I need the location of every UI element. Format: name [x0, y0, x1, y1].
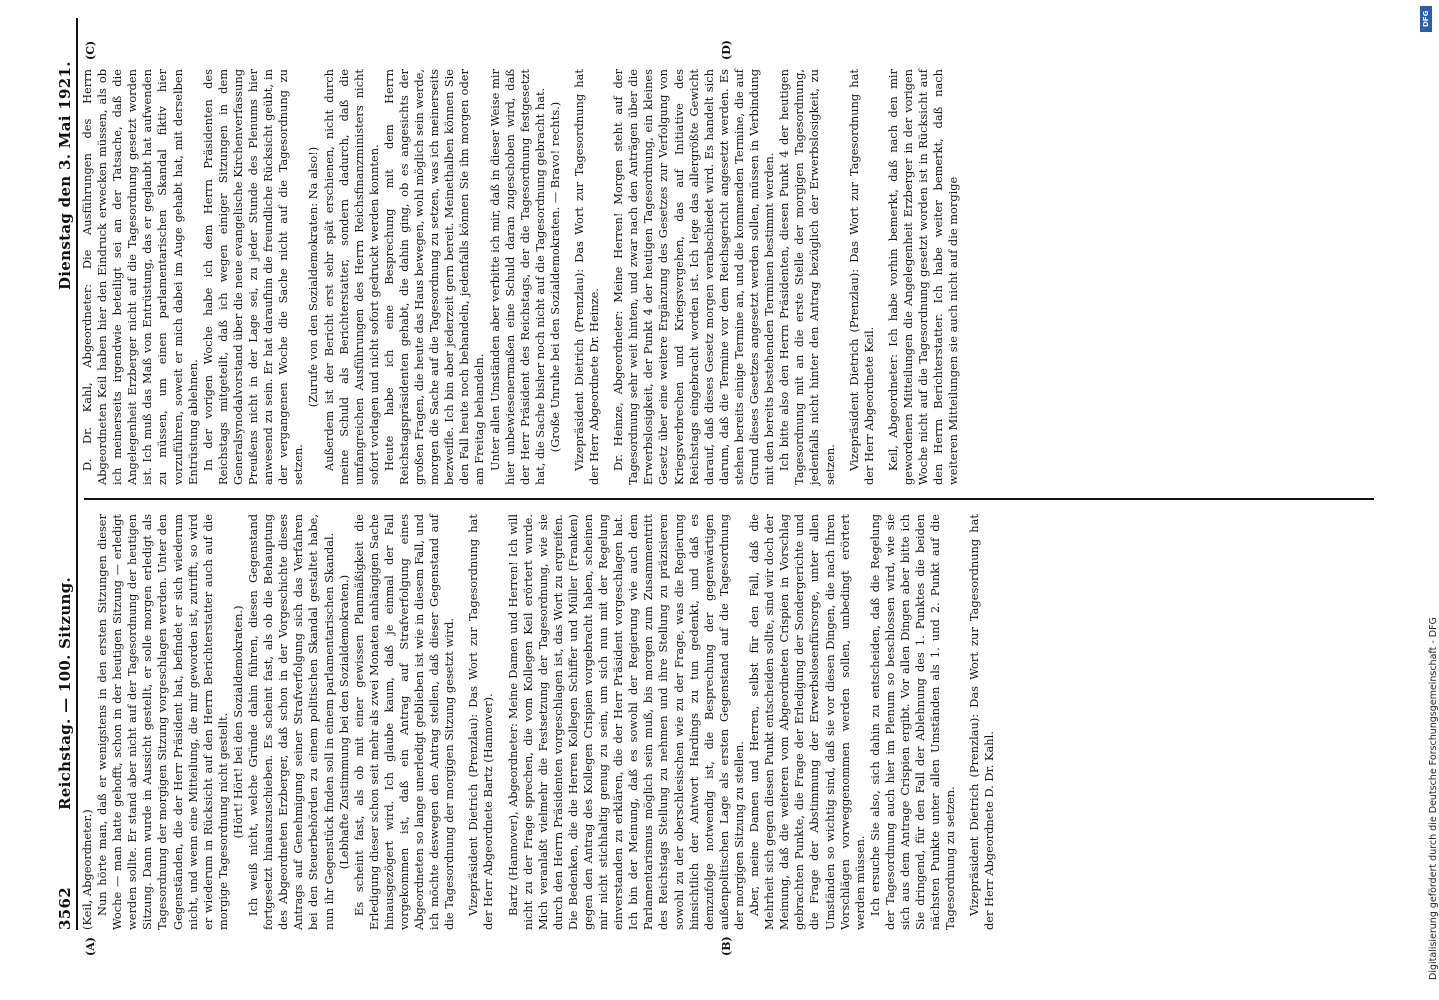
paragraph: In der vorigen Woche habe ich dem Herrn Präsidenten des Reichstags mitgeteilt, daß ich wegen einiger Sitzungen in dem Generalsynodalvorstand über die neue evangelische Kirchenverfassung Preußens nicht in der Lage sei, zu jeder Stunde des Plenums hier anwesend zu sein. Er hat daraufhin die freundliche Rücksicht geübt, in der vergangenen Woche die Sache nicht auf die Tagesordnung zu setzen.	[200, 69, 306, 485]
margin-mark-d: (D)	[720, 40, 733, 60]
paragraph: Ich bitte also den Herrn Präsidenten, diesen Punkt 4 der heutigen Tagesordnung mit an die erste Stelle der morgigen Tagesordnung, jedenfalls nicht hinter den Antrag bezüglich der Erwerbslosigkeit, zu setzen.	[777, 69, 837, 485]
margin-mark-b: (B)	[720, 936, 733, 956]
page-number: 3562	[56, 887, 74, 930]
paragraph: Aber, meine Damen und Herren, selbst für den Fall, daß die Mehrheit sich gegen diesen Punkt entscheiden sollte, sind wir doch der Meinung, daß die weiteren vom Abgeordneten Crispien in Vorschlag gebrachten Punkte, die Frage der Erledigung der Sondergerichte und die Frage der Abstimmung der Erwerbslosenfürsorge, unter allen Umständen so wichtig sind, daß sie vor diesen Dingen, die nach Ihren Vorschlägen vorweggenommen werden sollen, unbedingt erörtert werden müssen.	[747, 514, 867, 930]
paragraph: Ich ersuche Sie also, sich dahin zu entscheiden, daß die Regelung der Tagesordnung auch hier im Plenum so beschlossen wird, wie sie sich aus dem Antrage Crispien ergibt. Vor allen Dingen aber bitte ich Sie dringend, für den Fall der Ablehnung des 1. Punktes die beiden nächsten Punkte unter allen Umständen als 1. und 2. Punkt auf die Tagesordnung zu setzen.	[867, 514, 958, 930]
digitization-credit	[1416, 20, 1439, 980]
margin-mark-c: (C)	[84, 40, 97, 60]
chair-statement: Vizepräsident Dietrich (Prenzlau): Das Wort zur Tagesordnung hat der Herr Abgeordnete Keil.	[846, 69, 876, 485]
page-header	[56, 18, 78, 930]
interjection: (Hört! Hört! bei den Sozialdemokraten.)	[230, 605, 245, 839]
speech: D. Dr. Kahl, Abgeordneter: Die Ausführungen des Herrn Abgeordneten Keil haben hier den Eindruck erwecken müssen, als ob ich meinerseits irgendwie beteiligt sei an der Tatsache, daß die Angelegenheit Erzberger nicht auf die Tagesordnung gesetzt worden ist. Ich muß das Maß von Entrüstung, das er geglaubt hat aufwenden zu müssen, um einen parlamentarischen Skandal fiktiv hier vorzuführen, soweit er mich dabei im Auge gehabt hat, mit derselben Entrüstung ablehnen.	[80, 69, 200, 485]
credit-text: Digitalisierung gefördert durch die Deutsche Forschungsgemeinschaft - DFG	[1428, 617, 1439, 980]
session-date: Dienstag den 3. Mai 1921.	[56, 61, 74, 290]
speech: Bartz (Hannover), Abgeordneter: Meine Damen und Herren! Ich will nicht zu der Frage sprechen, die vom Kollegen Keil erörtert wurde. Mich veranlaßt vielmehr die Festsetzung der Tagesordnung, wie sie durch den Herrn Präsidenten vorgeschlagen ist, das Wort zu ergreifen. Die Bedenken, die die Herren Kollegen Schiffer und Müller (Franken) gegen den Antrag des Kollegen Crispien vorgebracht haben, scheinen mir nicht stichhaltig genug zu sein, um sich nun mit der Regelung einverstanden zu erklären, die der Herr Präsident vorgeschlagen hat. Ich bin der Meinung, daß es sowohl der Regierung wie auch dem Parlamentarismus möglich sein muß, bis morgen zum Zusammentritt des Reichstags Stellung zu nehmen und ihre Stellung zu präzisieren sowohl zu der oberschlesischen wie zu der Frage, was die Regierung hinsichtlich der Antwort Hardings zu tun gedenkt, und daß es demzufolge notwendig ist, die Besprechung der gegenwärtigen außenpolitischen Lage als ersten Gegenstand auf die Tagesordnung der morgigen Sitzung zu stellen.	[505, 514, 746, 930]
chair-statement: Vizepräsident Dietrich (Prenzlau): Das Wort zur Tagesordnung hat der Herr Abgeordnete Dr. Heinze.	[572, 69, 602, 485]
interjection: (Große Unruhe bei den Sozialdemokraten. — Bravo! rechts.)	[547, 101, 562, 453]
paragraph: Nun hörte man, daß er wenigstens in den ersten Sitzungen dieser Woche — man hatte gehofft, schon in der heutigen Sitzung — erledigt werden sollte. Er stand aber nicht auf der Tagesordnung der heutigen Sitzung. Dann wurde in Aussicht gestellt, er solle morgen erledigt als Tagesordnung der morgigen Sitzung vorgeschlagen werden. Unter den Gegenständen, die der Herr Präsident hat, befindet er sich wiederum nicht, und wenn eine Mitteilung, die mir geworden ist, zutrifft, so wird er wiederum in Rücksicht auf den Herrn Berichterstatter auch auf die morgige Tagesordnung nicht gestellt.	[95, 514, 230, 930]
right-column	[80, 69, 961, 485]
margin-mark-a: (A)	[84, 937, 97, 956]
chair-statement: Vizepräsident Dietrich (Prenzlau): Das Wort zur Tagesordnung hat der Herr Abgeordnete D. Dr. Kahl.	[967, 514, 997, 930]
speech: Dr. Heinze, Abgeordneter: Meine Herren! Morgen steht auf der Tagesordnung sehr weit hinten, und zwar nach den Anträgen über die Erwerbslosigkeit, der Punkt 4 der heutigen Tagesordnung, ein kleines Gesetz über eine weitere Ergänzung des Gesetzes zur Verfolgung von Kriegsverbrechen und Kriegsvergehen, das auf Initiative des Reichstags eingebracht worden ist. Ich lege das allergrößte Gewicht darauf, daß dieses Gesetz morgen verabschiedet wird. Es handelt sich darum, daß die Termine vor dem Reichsgericht angesetzt werden. Es stehen bereits einige Termine an, und die kommenden Termine, die auf Grund dieses Gesetzes angesetzt werden sollen, müssen in Verbindung mit den bereits bestehenden Terminen bestimmt werden.	[611, 69, 777, 485]
speech: Keil, Abgeordneter: Ich habe vorhin bemerkt, daß nach den mir gewordenen Mitteilungen die Angelegenheit Erzberger in der vorigen Woche nicht auf die Tagesordnung gesetzt worden ist in Rücksicht auf den Herrn Berichterstatter. Ich habe weiter bemerkt, daß nach weiteren Mitteilungen sie auch nicht auf die morgige	[885, 69, 961, 485]
page-title: Reichstag. — 100. Sitzung.	[56, 576, 74, 810]
interjection: (Lebhafte Zustimmung bei den Sozialdemokraten.)	[336, 574, 351, 870]
paragraph: Ich weiß nicht, welche Gründe dahin führen, diesen Gegenstand fortgesetzt hinauszuschieben. Es scheint fast, als ob die Behauptung des Abgeordneten Erzberger, daß schon in der Vorgeschichte dieses Antrags auf Genehmigung seiner Strafverfolgung sich das Verfahren bei den Steuerbehörden zu einem politischen Skandal gestaltet habe, nun ihr Gegenstück finden soll in einem parlamentarischen Skandal.	[246, 514, 336, 930]
paragraph: Außerdem ist der Bericht erst sehr spät erschienen, nicht durch meine Schuld als Berichterstatter, sondern dadurch, daß die umfangreichen Ausführungen des Herrn Reichsfinanzministers nicht sofort vorlagen und nicht sofort gedruckt werden konnten.	[321, 69, 381, 485]
paragraph: Unter allen Umständen aber verbitte ich mir, daß in dieser Weise mir hier unbewiesenermaßen eine Schuld daran zugeschoben wird, daß der Herr Präsident des Reichstags, der die Tagesordnung festgesetzt hat, die Sache bisher noch nicht auf die Tagesordnung gebracht hat.	[487, 69, 547, 485]
speaker-continuation: (Keil, Abgeordneter.)	[80, 809, 94, 930]
paragraph: Heute habe ich eine Besprechung mit dem Herrn Reichstagspräsidenten gehabt, die dahin ging, ob es angesichts der großen Fragen, die heute das Haus bewegen, wohl möglich sein werde, morgen die Sache auf die Tagesordnung zu setzen, was ich meinerseits bezweifle. Ich bin aber jederzeit gern bereit. Meinethalben können Sie den Fall heute noch behandeln, jedenfalls können Sie ihn morgen oder am Freitag behandeln.	[381, 69, 487, 485]
chair-statement: Vizepräsident Dietrich (Prenzlau): Das Wort zur Tagesordnung hat der Herr Abgeordnete Bartz (Hannover).	[466, 514, 496, 930]
paragraph: Es scheint fast, als ob mit einer gewissen Planmäßigkeit die Erledigung dieser schon seit mehr als zwei Monaten anhängigen Sache hinausgezögert wird. Ich glaube kaum, daß je einmal der Fall vorgekommen ist, daß ein Antrag auf Strafverfolgung eines Abgeordneten so lange unerledigt geblieben ist wie in diesem Fall, und ich möchte deswegen den Antrag stellen, daß dieser Gegenstand auf die Tagesordnung der morgigen Sitzung gesetzt wird.	[351, 514, 457, 930]
interjection: (Zurufe von den Sozialdemokraten: Na also!)	[306, 146, 321, 408]
column-divider	[84, 498, 1374, 500]
dfg-logo: DFG	[1420, 6, 1432, 32]
left-column	[80, 514, 998, 930]
